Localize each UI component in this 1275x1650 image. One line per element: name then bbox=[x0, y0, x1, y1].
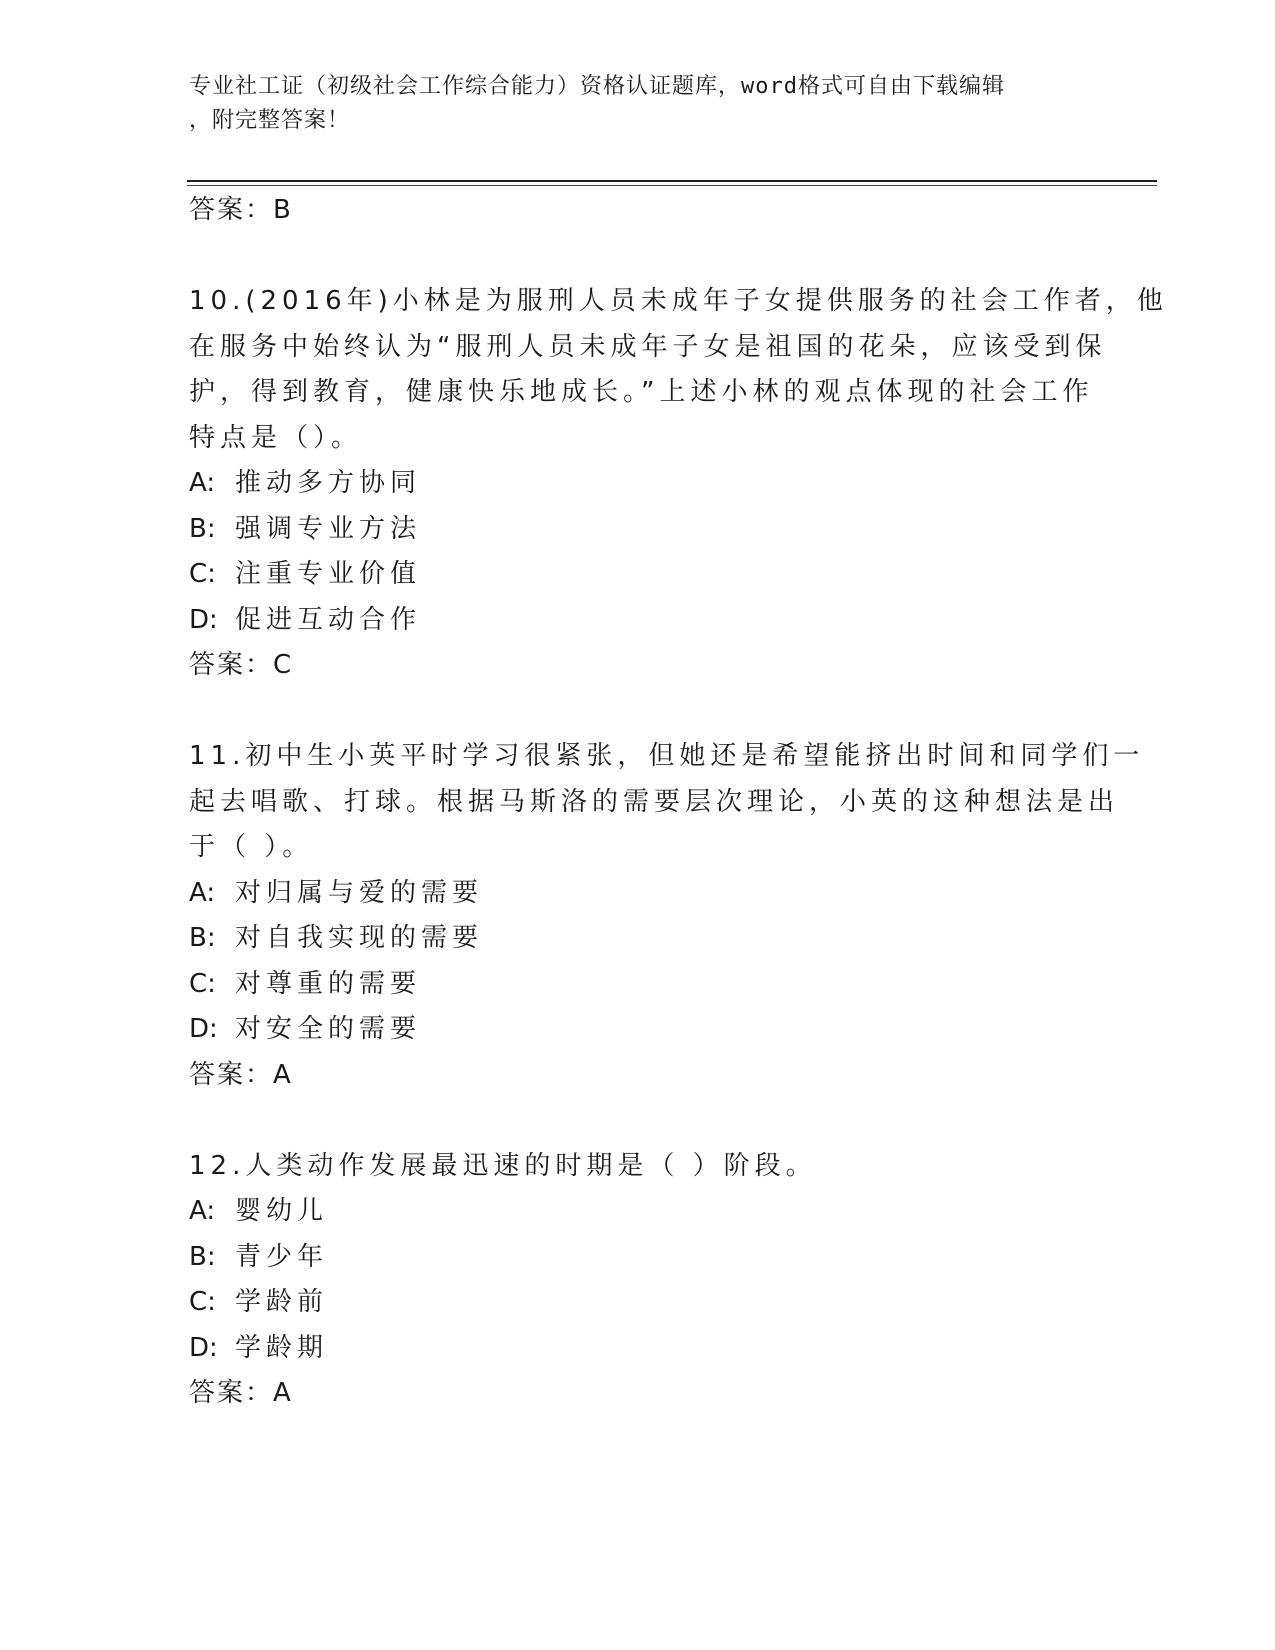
option-d bbox=[189, 1007, 1089, 1053]
question-block bbox=[189, 1144, 1089, 1417]
option-letter: D: bbox=[189, 1014, 218, 1044]
question-text bbox=[189, 279, 1168, 461]
option-letter: A: bbox=[189, 1196, 216, 1226]
option-text: 婴幼儿 bbox=[235, 1196, 329, 1226]
question-block bbox=[189, 279, 1168, 689]
page-header bbox=[189, 70, 1089, 138]
document-body bbox=[189, 188, 1168, 1417]
answer-line: 答案：A bbox=[189, 1378, 293, 1408]
question-line: 起去唱歌、打球。根据马斯洛的需要层次理论，小英的这种想法是出 bbox=[189, 786, 1120, 817]
option-text: 注重专业价值 bbox=[235, 559, 422, 589]
option-letter: A: bbox=[189, 468, 216, 498]
option-text: 对尊重的需要 bbox=[235, 968, 422, 999]
option-letter: A: bbox=[189, 877, 216, 908]
header-line-1: 专业社工证（初级社会工作综合能力）资格认证题库，word格式可自由下载编辑 bbox=[189, 74, 1005, 99]
option-letter: D: bbox=[189, 1332, 218, 1363]
spacer bbox=[189, 1098, 1089, 1144]
option-text: 青少年 bbox=[235, 1241, 329, 1272]
option-a bbox=[189, 1189, 1089, 1235]
option-letter: C: bbox=[189, 1287, 216, 1317]
header-line-2: ，附完整答案！ bbox=[189, 108, 351, 133]
answer-line: 答案：A bbox=[189, 1059, 293, 1090]
option-text: 推动多方协同 bbox=[235, 468, 422, 498]
question-block bbox=[189, 734, 1145, 1098]
option-a bbox=[189, 461, 1089, 507]
spacer bbox=[189, 689, 1089, 735]
option-a bbox=[189, 871, 1089, 917]
option-d bbox=[189, 1326, 1089, 1372]
option-text: 促进互动合作 bbox=[235, 604, 422, 635]
option-d bbox=[189, 598, 1089, 644]
option-letter: D: bbox=[189, 604, 218, 635]
option-text: 学龄期 bbox=[235, 1332, 329, 1363]
option-letter: B: bbox=[189, 923, 216, 953]
option-letter: B: bbox=[189, 513, 216, 544]
option-letter: B: bbox=[189, 1241, 216, 1272]
option-letter: C: bbox=[189, 968, 216, 999]
question-line: 在服务中始终认为“服刑人员未成年子女是祖国的花朵，应该受到保 bbox=[189, 331, 1107, 362]
spacer bbox=[189, 234, 1089, 280]
option-b bbox=[189, 1235, 1089, 1281]
question-line: 11.初中生小英平时学习很紧张，但她还是希望能挤出时间和同学们一 bbox=[189, 741, 1145, 771]
header-divider-thin bbox=[187, 185, 1157, 186]
option-text: 对安全的需要 bbox=[235, 1014, 422, 1044]
header-divider bbox=[187, 180, 1157, 182]
option-c bbox=[189, 1280, 1089, 1326]
option-text: 对自我实现的需要 bbox=[235, 923, 484, 953]
question-line: 10.(2016年)小林是为服刑人员未成年子女提供服务的社会工作者，他 bbox=[189, 286, 1168, 316]
question-line: 12.人类动作发展最迅速的时期是（ ）阶段。 bbox=[189, 1150, 817, 1181]
question-text bbox=[189, 1144, 1089, 1190]
option-b bbox=[189, 507, 1089, 553]
question-line: 护，得到教育，健康快乐地成长。”上述小林的观点体现的社会工作 bbox=[189, 377, 1094, 407]
option-b bbox=[189, 916, 1089, 962]
question-line: 于（ ）。 bbox=[189, 832, 314, 862]
question-line: 特点是（）。 bbox=[189, 422, 363, 453]
option-letter: C: bbox=[189, 559, 216, 589]
option-c bbox=[189, 552, 1089, 598]
question-text bbox=[189, 734, 1145, 871]
answer-line: 答案：B bbox=[189, 195, 293, 225]
option-c bbox=[189, 962, 1089, 1008]
option-text: 学龄前 bbox=[235, 1287, 329, 1317]
option-text: 对归属与爱的需要 bbox=[235, 877, 484, 908]
option-text: 强调专业方法 bbox=[235, 513, 422, 544]
answer-line: 答案：C bbox=[189, 650, 294, 680]
